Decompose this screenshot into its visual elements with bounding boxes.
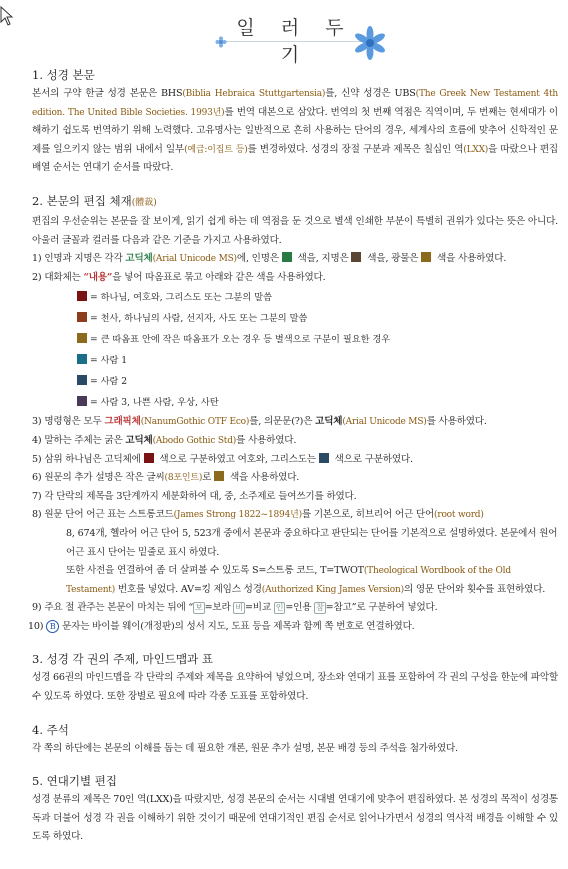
list-item-10: 10) B 문자는 바이블 웨이(개정판)의 성서 지도, 도표 등을 제목과 함께 쪽 번호로 연결하였다.: [28, 620, 415, 632]
legend-row: = 하나님, 여호와, 그리스도 또는 그분의 말씀: [32, 287, 558, 308]
title-underline: [221, 41, 361, 42]
color-swatch: [77, 333, 87, 343]
flower-ornament-icon: [353, 26, 387, 60]
list-item-8-body-2: 또한 사전을 연결하여 좀 더 살펴볼 수 있도록 S=스트롱 코드, T=TWOT(Theological Wordbook of the Old Testament) 번호를 넣었다. AV=킹 제임스 성경(Authorized King James Version)의 영문 단어와 횟수를 표현하였다.: [66, 565, 546, 595]
legend-row: = 사람 1: [32, 350, 558, 371]
legend-row: = 사람 2: [32, 371, 558, 392]
ref-tag: 참: [316, 603, 324, 613]
color-swatch: [77, 396, 87, 406]
color-swatch: [214, 471, 224, 481]
list-item-4: 4) 말하는 주체는 굵은 고딕체(Abodo Gothic Std)를 사용하였다.: [32, 434, 297, 446]
page-title: 일 러 두 기: [236, 17, 354, 66]
ref-tag: 비: [235, 603, 243, 613]
mouse-cursor-icon: [0, 6, 14, 26]
section-2-heading: 2. 본문의 편집 체재(體裁): [32, 193, 157, 208]
list-item-5: 5) 삼위 하나님은 고딕체에 색으로 구분하였고 여호와, 그리스도는 색으로 구분하였다.: [32, 453, 413, 465]
list-item-2: 2) 대화체는 “내용”을 넣어 따옴표로 묶고 아래와 같은 색을 사용하였다.: [32, 271, 326, 283]
legend-row: = 사람 3, 나쁜 사람, 우상, 사탄: [32, 392, 558, 413]
section-1-text: 본서의 구약 한글 성경 본문은 BHS(Biblia Hebraica Stuttgartensia)를, 신약 성경은 UBS(The Greek New Testament 4th edition. The United Bible Societies. 1993년)를 번역 대본으로 삼았다. 번역의 첫 번째 역점은 직역이며, 두 번째는 현세대가 이해하기 쉽도록 번역하기 위해 노력했다. 고유명사는 일반적으로 흔히 사용하는 단어의 경우, 세계사의 흐름에 맞추어 신학적인 문제를 일으키지 않는 범위 내에서 일부(예급:이집트 등)를 변경하였다. 성경의 장절 구분과 제목은 칠십인 역(LXX)을 따랐으나 편집 배열 순서는 연대기 순서를 따랐다.: [32, 88, 559, 174]
section-4-heading: 4. 주석: [32, 722, 69, 737]
color-swatch: [77, 354, 87, 364]
section-5-text: 성경 분류의 제목은 70인 역(LXX)을 따랐지만, 성경 본문의 순서는 시대별 연대기에 맞추어 편집하였다. 본 성경의 목적이 성경통독과 더불어 성경 각 권을 이해하기 위한 것이기 때문에 연대기적인 편집 순서로 읽어나가면서 성경의 역사적 배경을 이해할 수 있도록 하였다.: [32, 794, 558, 843]
section-3-heading: 3. 성경 각 권의 주제, 마인드맵과 표: [32, 652, 213, 667]
legend-row: = 큰 따옴표 안에 작은 따옴표가 오는 경우 등 별색으로 구분이 필요한 경우: [32, 329, 558, 350]
section-2-intro: 편집의 우선순위는 본문을 잘 보이게, 읽기 쉽게 하는 데 역점을 둔 것으로 별색 인쇄한 부분이 특별히 권위가 있다는 뜻은 아니다. 아울러 글꼴과 컬러를 다음과 같은 기준을 가지고 사용하였다.: [32, 215, 558, 246]
title-block: [215, 10, 375, 66]
ref-tag: 보: [195, 603, 203, 613]
list-item-1: 1) 인명과 지명은 각각 고딕체(Arial Unicode MS)에, 인명은 색을, 지명은 색을, 광물은 색을 사용하였다.: [32, 253, 507, 265]
list-item-7: 7) 각 단락의 제목을 3단계까지 세분화하여 대, 중, 소주제로 들여쓰기를 하였다.: [32, 490, 357, 502]
color-swatch: [319, 453, 329, 463]
color-swatch: [77, 375, 87, 385]
legend-row: = 천사, 하나님의 사람, 선지자, 사도 또는 그분의 말씀: [32, 308, 558, 329]
color-swatch: [421, 252, 431, 262]
list-item-6: 6) 원문의 추가 설명은 작은 글씨(8포인트)로 색을 사용하였다.: [32, 472, 300, 484]
section-5-heading: 5. 연대기별 편집: [32, 774, 117, 789]
b-circle-icon: B: [46, 620, 59, 633]
list-item-3: 3) 명령형은 모두 그래픽체(NanumGothic OTF Eco)를, 의문문(?)은 고딕체(Arial Unicode MS)를 사용하였다.: [32, 416, 487, 428]
color-swatch: [144, 453, 154, 463]
section-4-text: 각 쪽의 하단에는 본문의 이해를 돕는 데 필요한 개론, 원문 추가 설명, 본문 배경 등의 주석을 첨가하였다.: [32, 742, 458, 754]
color-legend: [32, 287, 558, 413]
section-3-text: 성경 66권의 마인드맵을 각 단락의 주제와 제목을 요약하여 넣었으며, 장소와 연대기 표를 포함하여 각 권의 구성을 한눈에 파악할 수 있도록 하였다. 또한 장별로 필요에 따라 각종 도표를 포함하였다.: [32, 672, 558, 703]
document-body: [28, 66, 559, 847]
list-item-9: 9) 주요 절 관주는 본문이 마치는 뒤에 “ 보 =보라 비 =비교 인 =인용 참 =참고”로 구분하여 넣었다.: [32, 602, 438, 614]
ref-tag: 인: [275, 603, 284, 613]
color-swatch: [282, 252, 292, 262]
color-swatch: [351, 252, 361, 262]
color-swatch: [77, 312, 87, 322]
section-1-heading: 1. 성경 본문: [32, 68, 95, 82]
list-item-8: 8) 원문 단어 어근 표는 스트롱코드(James Strong 1822~1894년)를 기본으로, 히브리어 어근 단어(root word): [32, 509, 484, 521]
list-item-8-body: 8, 674개, 헬라어 어근 단어 5, 523개 중에서 본문과 중요하다고 판단되는 단어를 기본적으로 설명하였다. 본문에서 원어 어근 표시 단어는 밑줄로 표시 하였다.: [66, 527, 558, 558]
small-flower-icon: [215, 36, 227, 48]
color-swatch: [77, 291, 87, 301]
